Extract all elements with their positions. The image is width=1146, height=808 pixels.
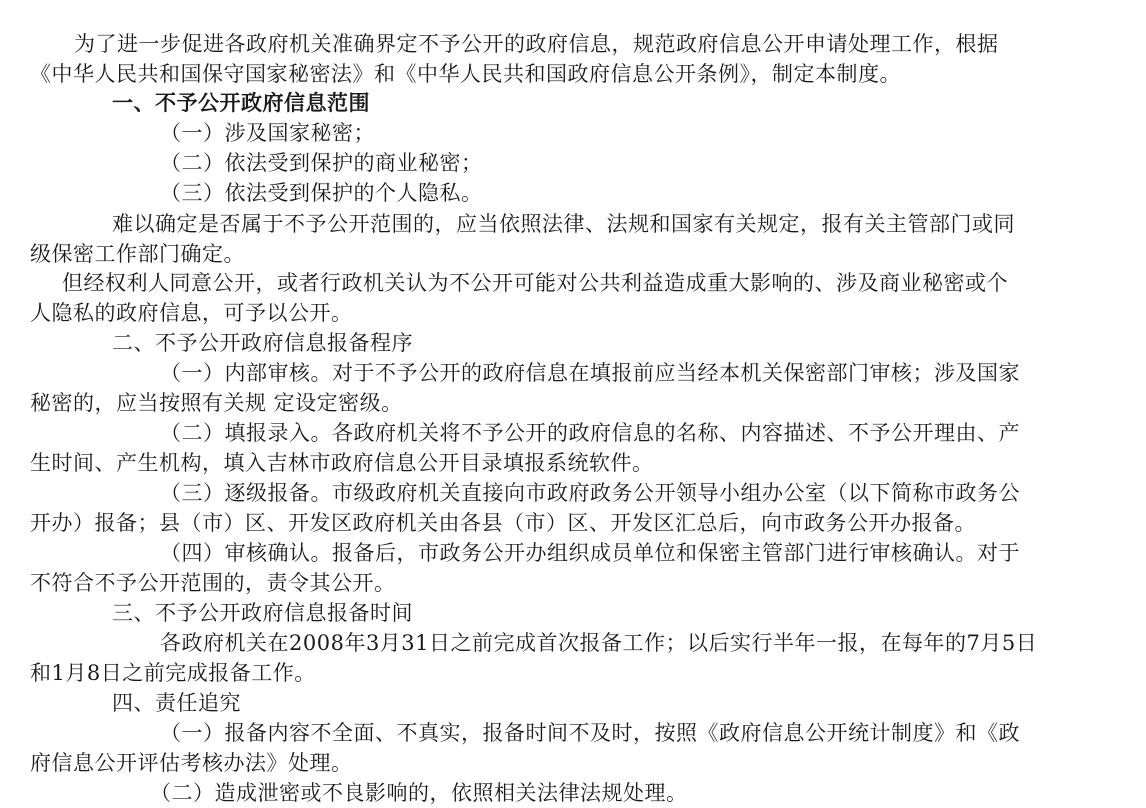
section-1-item-1: （一）涉及国家秘密； xyxy=(160,121,375,145)
intro-line-1: 为了进一步促进各政府机关准确界定不予公开的政府信息，规范政府信息公开申请处理工作，根据 xyxy=(74,32,999,56)
section-4-heading: 四、责任追究 xyxy=(112,691,241,715)
section-1-item-2: （二）依法受到保护的商业秘密； xyxy=(160,151,483,175)
section-1-para-1-line-1: 难以确定是否属于不予公开范围的，应当依照法律、法规和国家有关规定，报有关主管部门或同 xyxy=(112,212,1015,236)
section-2-item-3-line-2: 开办）报备；县（市）区、开发区政府机关由各县（市）区、开发区汇总后，向市政务公开办报备。 xyxy=(30,511,976,535)
section-3-para-line-1: 各政府机关在2008年3月31日之前完成首次报备工作；以后实行半年一报，在每年的7月5日 xyxy=(160,631,1038,655)
intro-line-2: 《中华人民共和国保守国家秘密法》和《中华人民共和国政府信息公开条例》，制定本制度。 xyxy=(30,62,901,86)
section-2-item-4-line-2: 不符合不予公开范围的，责令其公开。 xyxy=(30,571,396,595)
section-2-item-1-line-2: 秘密的，应当按照有关规 定设定密级。 xyxy=(30,391,403,415)
section-3-para-line-2: 和1月8日之前完成报备工作。 xyxy=(30,661,316,685)
section-2-item-1-line-1: （一）内部审核。对于不予公开的政府信息在填报前应当经本机关保密部门审核；涉及国家 xyxy=(160,361,1020,385)
section-4-item-2: （二）造成泄密或不良影响的，依照相关法律法规处理。 xyxy=(150,781,688,805)
section-1-para-2-line-2: 人隐私的政府信息，可予以公开。 xyxy=(30,301,353,325)
section-2-item-3-line-1: （三）逐级报备。市级政府机关直接向市政府政务公开领导小组办公室（以下简称市政务公 xyxy=(160,481,1020,505)
section-2-heading: 二、不予公开政府信息报备程序 xyxy=(112,331,413,355)
section-3-heading: 三、不予公开政府信息报备时间 xyxy=(112,601,413,625)
section-1-para-2-line-1: 但经权利人同意公开，或者行政机关认为不公开可能对公共利益造成重大影响的、涉及商业秘密或个 xyxy=(62,271,1008,295)
section-1-para-1-line-2: 级保密工作部门确定。 xyxy=(30,242,245,266)
section-4-item-1-line-2: 府信息公开评估考核办法》处理。 xyxy=(30,751,353,775)
section-2-item-4-line-1: （四）审核确认。报备后，市政务公开办组织成员单位和保密主管部门进行审核确认。对于 xyxy=(160,541,1020,565)
section-1-item-3: （三）依法受到保护的个人隐私。 xyxy=(160,181,483,205)
section-2-item-2-line-1: （二）填报录入。各政府机关将不予公开的政府信息的名称、内容描述、不予公开理由、产 xyxy=(160,421,1020,445)
section-2-item-2-line-2: 生时间、产生机构，填入吉林市政府信息公开目录填报系统软件。 xyxy=(30,451,654,475)
section-4-item-1-line-1: （一）报备内容不全面、不真实，报备时间不及时，按照《政府信息公开统计制度》和《政 xyxy=(160,721,1020,745)
section-1-heading: 一、不予公开政府信息范围 xyxy=(112,90,370,115)
